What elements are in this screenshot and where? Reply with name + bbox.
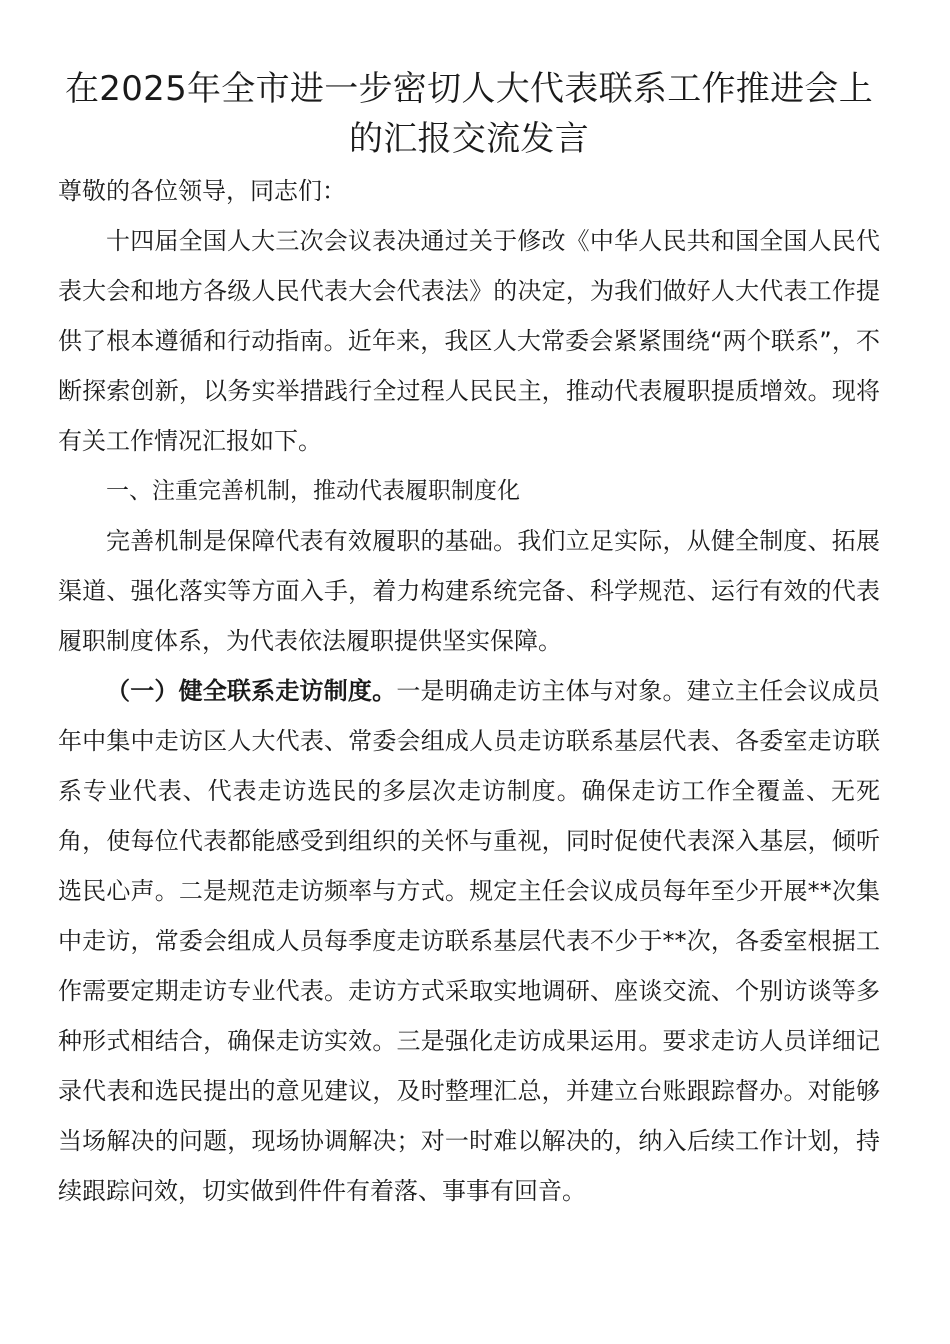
- salutation: 尊敬的各位领导，同志们：: [58, 177, 346, 205]
- intro-paragraph: 十四届全国人大三次会议表决通过关于修改《中华人民共和国全国人民代表大会和地方各级人民代表大会代表法》的决定，为我们做好人大代表工作提供了根本遵循和行动指南。近年来，我区人大常委会紧紧围绕“两个联系”，不断探索创新，以务实举措践行全过程人民民主，推动代表履职提质增效。现将有关工作情况汇报如下。: [58, 227, 880, 455]
- document-title: 在2025年全市进一步密切人大代表联系工作推进会上的汇报交流发言: [64, 69, 874, 159]
- subsection-1-body: 一是明确走访主体与对象。建立主任会议成员年中集中走访区人大代表、常委会组成人员走访联系基层代表、各委室走访联系专业代表、代表走访选民的多层次走访制度。确保走访工作全覆盖、无死角，使每位代表都能感受到组织的关怀与重视，同时促使代表深入基层，倾听选民心声。二是规范走访频率与方式。规定主任会议成员每年至少开展**次集中走访，常委会组成人员每季度走访联系基层代表不少于**次，各委室根据工作需要定期走访专业代表。走访方式采取实地调研、座谈交流、个别访谈等多种形式相结合，确保走访实效。三是强化走访成果运用。要求走访人员详细记录代表和选民提出的意见建议，及时整理汇总，并建立台账跟踪督办。对能够当场解决的问题，现场协调解决；对一时难以解决的，纳入后续工作计划，持续跟踪问效，切实做到件件有着落、事事有回音。: [58, 677, 881, 1205]
- section-1-heading: 一、注重完善机制，推动代表履职制度化: [106, 478, 520, 504]
- subsection-1-paragraph: [58, 666, 880, 1216]
- section-1-paragraph: 完善机制是保障代表有效履职的基础。我们立足实际，从健全制度、拓展渠道、强化落实等方面入手，着力构建系统完备、科学规范、运行有效的代表履职制度体系，为代表依法履职提供坚实保障。: [58, 527, 880, 655]
- subsection-1-heading: （一）健全联系走访制度。: [106, 677, 397, 705]
- document-page: [58, 64, 880, 1216]
